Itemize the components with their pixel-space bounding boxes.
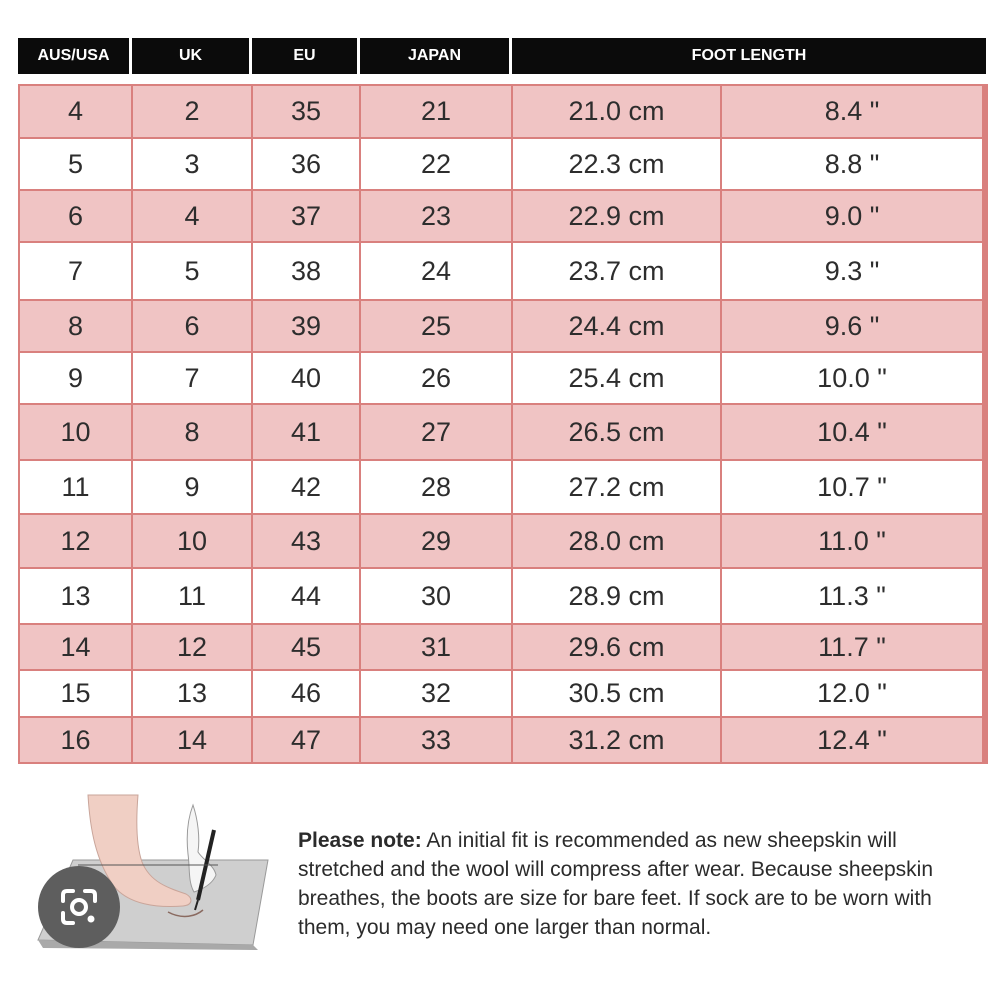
cell-japan: 24 — [361, 243, 513, 299]
google-lens-icon[interactable] — [38, 866, 120, 948]
cell-eu: 45 — [253, 625, 361, 669]
cell-foot-length-cm: 22.9 cm — [513, 191, 722, 241]
header-eu: EU — [252, 38, 357, 74]
cell-foot-length-cm: 25.4 cm — [513, 353, 722, 403]
table-row — [20, 671, 986, 718]
cell-eu: 35 — [253, 86, 361, 137]
cell-foot-length-inch: 11.0 " — [722, 515, 982, 567]
cell-foot-length-inch: 11.3 " — [722, 569, 982, 623]
cell-foot-length-cm: 26.5 cm — [513, 405, 722, 459]
cell-foot-length-inch: 9.3 " — [722, 243, 982, 299]
cell-foot-length-cm: 21.0 cm — [513, 86, 722, 137]
cell-foot-length-inch: 10.0 " — [722, 353, 982, 403]
cell-japan: 28 — [361, 461, 513, 513]
cell-aus-usa: 11 — [20, 461, 133, 513]
cell-uk: 6 — [133, 301, 253, 351]
cell-uk: 7 — [133, 353, 253, 403]
cell-japan: 30 — [361, 569, 513, 623]
cell-foot-length-cm: 24.4 cm — [513, 301, 722, 351]
cell-eu: 40 — [253, 353, 361, 403]
table-row — [20, 139, 986, 191]
cell-japan: 29 — [361, 515, 513, 567]
cell-foot-length-inch: 12.0 " — [722, 671, 982, 716]
cell-uk: 3 — [133, 139, 253, 189]
cell-aus-usa: 6 — [20, 191, 133, 241]
cell-eu: 42 — [253, 461, 361, 513]
cell-japan: 31 — [361, 625, 513, 669]
cell-aus-usa: 12 — [20, 515, 133, 567]
cell-japan: 23 — [361, 191, 513, 241]
cell-foot-length-cm: 22.3 cm — [513, 139, 722, 189]
cell-aus-usa: 10 — [20, 405, 133, 459]
cell-japan: 33 — [361, 718, 513, 762]
table-row — [20, 243, 986, 301]
cell-foot-length-inch: 9.0 " — [722, 191, 982, 241]
size-chart-table — [18, 84, 988, 764]
please-note-text — [298, 826, 978, 942]
table-row — [20, 301, 986, 353]
cell-uk: 8 — [133, 405, 253, 459]
cell-foot-length-cm: 28.0 cm — [513, 515, 722, 567]
cell-foot-length-inch: 10.7 " — [722, 461, 982, 513]
table-row — [20, 515, 986, 569]
cell-uk: 10 — [133, 515, 253, 567]
cell-eu: 36 — [253, 139, 361, 189]
cell-uk: 5 — [133, 243, 253, 299]
cell-aus-usa: 8 — [20, 301, 133, 351]
table-row — [20, 569, 986, 625]
cell-eu: 44 — [253, 569, 361, 623]
cell-japan: 26 — [361, 353, 513, 403]
cell-foot-length-inch: 8.8 " — [722, 139, 982, 189]
cell-foot-length-cm: 29.6 cm — [513, 625, 722, 669]
cell-japan: 25 — [361, 301, 513, 351]
table-row — [20, 718, 986, 762]
cell-uk: 13 — [133, 671, 253, 716]
cell-eu: 47 — [253, 718, 361, 762]
cell-aus-usa: 7 — [20, 243, 133, 299]
cell-uk: 2 — [133, 86, 253, 137]
cell-aus-usa: 13 — [20, 569, 133, 623]
cell-foot-length-cm: 28.9 cm — [513, 569, 722, 623]
cell-eu: 46 — [253, 671, 361, 716]
cell-foot-length-cm: 23.7 cm — [513, 243, 722, 299]
cell-eu: 38 — [253, 243, 361, 299]
header-uk: UK — [132, 38, 249, 74]
table-row — [20, 353, 986, 405]
cell-japan: 21 — [361, 86, 513, 137]
cell-eu: 37 — [253, 191, 361, 241]
cell-foot-length-cm: 27.2 cm — [513, 461, 722, 513]
cell-uk: 12 — [133, 625, 253, 669]
table-row — [20, 191, 986, 243]
table-row — [20, 86, 986, 139]
cell-uk: 11 — [133, 569, 253, 623]
cell-aus-usa: 16 — [20, 718, 133, 762]
cell-eu: 39 — [253, 301, 361, 351]
cell-japan: 32 — [361, 671, 513, 716]
cell-aus-usa: 15 — [20, 671, 133, 716]
cell-aus-usa: 14 — [20, 625, 133, 669]
cell-japan: 22 — [361, 139, 513, 189]
cell-japan: 27 — [361, 405, 513, 459]
cell-uk: 14 — [133, 718, 253, 762]
header-foot-length: FOOT LENGTH — [512, 38, 986, 74]
cell-eu: 43 — [253, 515, 361, 567]
cell-foot-length-cm: 30.5 cm — [513, 671, 722, 716]
cell-foot-length-inch: 11.7 " — [722, 625, 982, 669]
cell-uk: 9 — [133, 461, 253, 513]
cell-foot-length-cm: 31.2 cm — [513, 718, 722, 762]
cell-aus-usa: 5 — [20, 139, 133, 189]
table-header — [18, 38, 986, 74]
cell-aus-usa: 9 — [20, 353, 133, 403]
table-row — [20, 461, 986, 515]
cell-foot-length-inch: 10.4 " — [722, 405, 982, 459]
cell-uk: 4 — [133, 191, 253, 241]
cell-eu: 41 — [253, 405, 361, 459]
note-body: An initial fit is recommended as new sheepskin will stretched and the wool will compress after wear. Because sheepskin breathes, the boots are size for bare feet. If sock are to be worn with them, you may need one larger than normal. — [298, 829, 933, 939]
note-label: Please note: — [298, 829, 422, 852]
cell-foot-length-inch: 12.4 " — [722, 718, 982, 762]
header-japan: JAPAN — [360, 38, 509, 74]
cell-foot-length-inch: 8.4 " — [722, 86, 982, 137]
table-row — [20, 405, 986, 461]
cell-aus-usa: 4 — [20, 86, 133, 137]
cell-foot-length-inch: 9.6 " — [722, 301, 982, 351]
table-row — [20, 625, 986, 671]
header-aus-usa: AUS/USA — [18, 38, 129, 74]
